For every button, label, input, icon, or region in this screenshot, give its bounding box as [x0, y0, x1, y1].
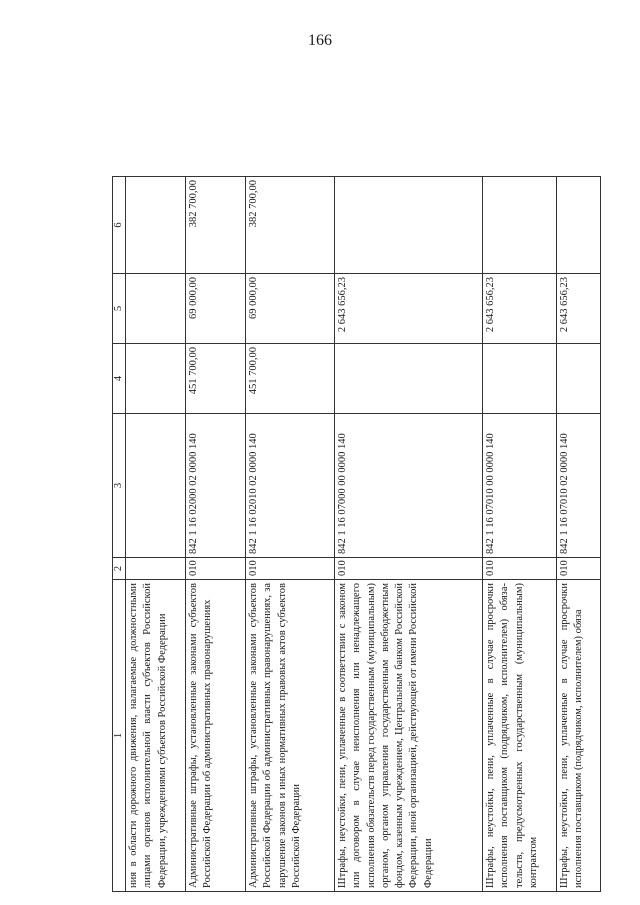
row-value-4 [483, 344, 557, 414]
row-name: Штрафы, неустойки, пени, уплаченные в случае просрочки исполнения поставщиком (подрядчиком, исполнителем) обязательств, предусмотренных государственным (муниципальным) контрактом [483, 580, 557, 892]
row-name: Штрафы, неустойки, пени, уплаченные в случае просрочки исполнения поставщиком (подрядчиком, исполнителем) обяза [557, 580, 601, 892]
row-value-6 [126, 177, 186, 274]
row-value-5: 69 000,00 [246, 274, 335, 344]
column-header: 1 [113, 580, 126, 892]
row-value-6 [557, 177, 601, 274]
row-name: Штрафы, неустойки, пени, уплаченные в соответствии с законом или договором в случае неисполнения или ненадлежащего исполнения обязательств перед государственным (муниципальным) органом, органом управления государственным внебюджетным фондом, казенным учреждением, Центральным банком Российской Федерации, иной организацией, действующей от имени Российской Федерации [335, 580, 483, 892]
row-value-4: 451 700,00 [186, 344, 246, 414]
table-row [557, 177, 601, 892]
row-value-5 [126, 274, 186, 344]
column-header: 3 [113, 414, 126, 558]
row-code: 010 [557, 558, 601, 580]
row-kbk: 842 1 16 02010 02 0000 140 [246, 414, 335, 558]
row-value-5: 2 643 656,23 [483, 274, 557, 344]
row-code: 010 [246, 558, 335, 580]
row-code: 010 [335, 558, 483, 580]
header-row [113, 177, 126, 892]
column-header: 2 [113, 558, 126, 580]
revenue-table [112, 176, 601, 892]
row-name: Административные штрафы, установленные законами субъектов Российской Федерации об административных правонарушениях [186, 580, 246, 892]
row-value-5: 2 643 656,23 [335, 274, 483, 344]
row-code [126, 558, 186, 580]
row-code: 010 [186, 558, 246, 580]
row-code: 010 [483, 558, 557, 580]
row-value-6: 382 700,00 [186, 177, 246, 274]
row-value-4: 451 700,00 [246, 344, 335, 414]
row-kbk: 842 1 16 07010 02 0000 140 [557, 414, 601, 558]
row-kbk [126, 414, 186, 558]
row-name: Административные штрафы, установленные законами субъектов Российской Федерации об административных правонарушениях, за нарушение законов и иных нормативных правовых актов субъектов Российской Федерации [246, 580, 335, 892]
column-header: 5 [113, 274, 126, 344]
row-value-5: 69 000,00 [186, 274, 246, 344]
row-value-6 [335, 177, 483, 274]
rotated-table-container [112, 177, 607, 892]
table-row [126, 177, 186, 892]
row-value-4 [126, 344, 186, 414]
table-row [335, 177, 483, 892]
table-row [246, 177, 335, 892]
row-value-4 [557, 344, 601, 414]
row-name: ния в области дорожного движения, налагаемые должностными лицами органов исполнительной власти субъектов Российской Федерации, учреждениями субъектов Российской Федерации [126, 580, 186, 892]
table-row [186, 177, 246, 892]
row-value-5: 2 643 656,23 [557, 274, 601, 344]
row-value-6: 382 700,00 [246, 177, 335, 274]
table-row [483, 177, 557, 892]
column-header: 4 [113, 344, 126, 414]
column-header: 6 [113, 177, 126, 274]
row-kbk: 842 1 16 07010 00 0000 140 [483, 414, 557, 558]
row-value-6 [483, 177, 557, 274]
row-kbk: 842 1 16 07000 00 0000 140 [335, 414, 483, 558]
row-value-4 [335, 344, 483, 414]
page-number: 166 [308, 32, 332, 49]
row-kbk: 842 1 16 02000 02 0000 140 [186, 414, 246, 558]
